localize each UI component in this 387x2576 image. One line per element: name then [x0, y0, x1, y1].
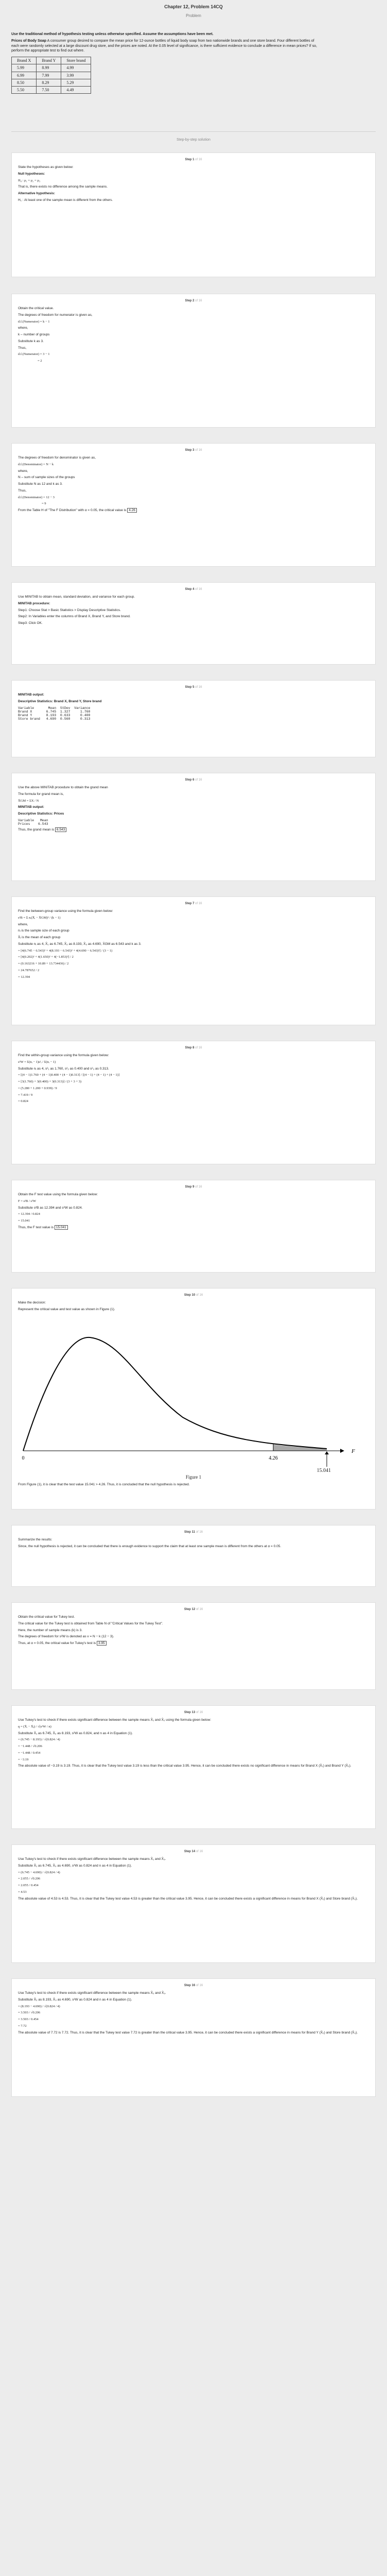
step-count: of 16 [196, 1850, 203, 1853]
minitab-output-title: Descriptive Statistics: Prices [18, 812, 64, 816]
table-cell: 5.50 [12, 86, 37, 93]
step-text: The absolute value of 7.72 is 7.72. Thus, it is clear that the Tukey test value 7.72 is greater than the critical value 3.95. Hence, it can be concluded there exists a significant difference in means for Brand Y (X̄₂) and Store brand (X̄₃). [18, 2030, 358, 2035]
f-test-value: 15.041 [55, 1225, 68, 1230]
table-cell: 6.99 [12, 72, 37, 79]
step-text: The critical value for the Tukey test is obtained from Table N of "Critical Values for the Tukey Test". [18, 1621, 163, 1625]
step-text: Use Tukey's test to check if there exists significant difference between the sample means X̄₁ and X̄₂ using the formula given below: [18, 1718, 212, 1722]
minitab-procedure-label: MINITAB procedure: [18, 601, 50, 605]
step-count: of 16 [195, 1046, 202, 1049]
table-cell: 8.50 [12, 79, 37, 86]
step-text: Substitute k as 3. [18, 339, 44, 343]
step-label: Step 14 [184, 1850, 196, 1853]
formula: s²W = Σ(nᵢ − 1)s²ᵢ / Σ(nᵢ − 1) [18, 1060, 56, 1064]
step-label: Step 1 [185, 158, 195, 161]
formula: = 4.53 [18, 1890, 27, 1894]
step-count: of 16 [196, 1984, 203, 1987]
step-text: The degrees of freedom for s²W is denoted as v = N − k (12 − 3). [18, 1635, 114, 1639]
step-text [18, 828, 369, 833]
table-cell: 5.99 [12, 64, 37, 72]
step-text: The degrees of freedom for numerator is given as, [18, 313, 93, 317]
divider [11, 131, 376, 132]
formula: s²B = Σ nᵢ(X̄ᵢ − X̄GM)² / (k − 1) [18, 916, 61, 920]
grand-mean-value: 6.543 [55, 827, 66, 832]
step-10 [11, 1288, 376, 1510]
axis-label-critical-value: 4.26 [269, 1455, 278, 1461]
step-text: The absolute value of −3.19 is 3.19. Thus, it is clear that the Tukey test value 3.19 is less than the critical value 3.95. Hence, it can be concluded there exists no significant difference in means for Brand X (X̄₁) and Brand Y (X̄₂). [18, 1764, 351, 1768]
grand-mean-table: Variable Mean Prices 6.543 [18, 818, 48, 826]
step-label: Step 6 [185, 778, 195, 782]
table-cell: 8.29 [37, 79, 61, 86]
formula: = 2 [38, 359, 42, 363]
formula: = 24.787652 / 2 [18, 968, 40, 972]
price-table [11, 57, 91, 94]
grand-mean-text: Thus, the grand mean is [18, 827, 55, 832]
step-label: Step 5 [185, 686, 195, 689]
step-label: Step 4 [185, 588, 195, 591]
step-text: k – number of groups [18, 333, 50, 337]
step-header [18, 1041, 369, 1054]
step-2 [11, 294, 376, 428]
step-text: Find the between-group variance using the formula given below: [18, 909, 113, 913]
formula: = (8.193 − 4.690) / √(0.824 / 4) [18, 2004, 60, 2008]
step-text: Here, the number of sample means (k) is 3. [18, 1628, 82, 1632]
step-header [18, 1526, 369, 1538]
formula: = (6.745 − 8.193) / √(0.824 / 4) [18, 1738, 60, 1742]
header-store-brand: Store brand [61, 57, 91, 64]
descriptive-stats-table: Variable Mean StDev Variance Brand X 6.745 1.327 1.760 Brand Y 8.193 0.633 0.400 Store brand 4.690 0.560 0.313 [18, 706, 91, 721]
formula: = 2.055 / 0.454 [18, 1884, 39, 1888]
step-count: of 16 [195, 1185, 202, 1189]
f-curve [23, 1337, 327, 1450]
test-value-arrowhead [325, 1451, 329, 1454]
formula: = 12.394 [18, 975, 30, 979]
step-text: Substitute X̄₂ as 8.193, X̄₃ as 4.690, s²W as 0.824 and n as 4 in Equation (1). [18, 1997, 132, 2002]
step-label: Step 10 [184, 1294, 196, 1297]
step-16 [11, 1978, 376, 2097]
formula: = 3.503 / 0.454 [18, 2018, 39, 2022]
step-text: X̄ᵢ is the mean of each group [18, 936, 61, 940]
step-text: The formula for grand mean is, [18, 792, 64, 796]
formula: = (6.745 − 4.690) / √(0.824 / 4) [18, 1870, 60, 1874]
axis-label-test-value: 15.041 [316, 1467, 331, 1473]
step-text: State the hypotheses as given below: [18, 165, 74, 169]
step-label: Step 3 [185, 449, 195, 452]
step-text: Obtain the critical value for Tukey test. [18, 1615, 75, 1619]
step-text: Step3: Click OK. [18, 621, 43, 625]
step-text: Since, the null hypothesis is rejected, it can be concluded that there is enough evidence to support the claim that at least one sample mean is different from the others at α = 0.05. [18, 1544, 282, 1548]
critical-value: 4.26 [127, 508, 137, 513]
minitab-output-label: MINITAB output: [18, 805, 44, 809]
step-8 [11, 1041, 376, 1164]
price-table-header [12, 57, 91, 64]
formula: = 7.72 [18, 2024, 27, 2028]
step-count: of 16 [195, 902, 202, 905]
step-header [18, 1603, 369, 1615]
formula: = 2.055 / √0.206 [18, 1877, 41, 1881]
formula: X̄GM = ΣX / N [18, 799, 39, 803]
step-5 [11, 680, 376, 757]
formula: d.f.(Denominator) = 12 − 3 [18, 495, 55, 499]
step-13 [11, 1705, 376, 1829]
formula: = 0.824 [18, 1099, 28, 1104]
formula: = 15.041 [18, 1219, 30, 1223]
step-header [18, 1180, 369, 1193]
null-hypothesis-formula: H₀ : μ₁ = μ₂ = μ₃ [18, 178, 41, 182]
step-text: Substitute nᵢ as 4, X̄₁ as 6.745, X̄₂ as 8.193, X̄₃ as 4.690, X̄GM as 6.543 and k as 3. [18, 942, 142, 946]
step-12 [11, 1602, 376, 1690]
step-header [18, 1289, 369, 1301]
critical-value-text: From the Table H of "The F Distribution" with α = 0.05, the critical value is [18, 509, 127, 513]
step-label: Step 11 [184, 1531, 195, 1534]
alt-hypothesis-label: Alternative hypothesis: [18, 192, 55, 196]
formula: F = s²B / s²W [18, 1199, 37, 1203]
step-text: nᵢ is the sample size of each group [18, 929, 69, 933]
formula: = [4(0.202)² + 4(1.650)² + 4(−1.853)²] / 2 [18, 955, 74, 959]
step-text: Use Tukey's test to check if there exists significant difference between the sample means X̄₁ and X̄₃. [18, 1857, 166, 1861]
formula: = −3.19 [18, 1757, 29, 1761]
formula: = −1.448 / √0.206 [18, 1744, 42, 1749]
f-distribution-figure [18, 1314, 370, 1469]
x-axis-arrow [340, 1449, 344, 1453]
formula: = 12.394 / 0.824 [18, 1212, 40, 1216]
step-text: The degrees of freedom for denominator is given as, [18, 456, 96, 460]
formula: = 9 [42, 502, 46, 506]
step-text [18, 1641, 369, 1646]
axis-label-f: F [351, 1448, 355, 1454]
table-row [12, 64, 91, 72]
step-text: The absolute value of 4.53 is 4.53. Thus, it is clear that the Tukey test value 4.53 is greater than the critical value 3.95. Hence, it can be concluded there exists a significant difference in means for Brand X (X̄₁) and Store brand (X̄₃). [18, 1896, 358, 1901]
page-header [0, 0, 387, 31]
alt-hypothesis-text: H₁ : At least one of the sample mean is different from the others. [18, 198, 113, 202]
step-text: Substitute N as 12 and k as 3. [18, 482, 63, 486]
step-label: Step 7 [185, 902, 195, 905]
table-cell: 4.49 [61, 86, 91, 93]
step-header [18, 583, 369, 595]
step-header [18, 294, 369, 307]
step-text: Make the decision: [18, 1301, 46, 1304]
step-text: Step1: Choose Stat > Basic Statistics > Display Descriptive Statistics. [18, 608, 121, 612]
formula: = [4(6.745 − 6.543)² + 4(8.193 − 6.543)² + 4(4.690 − 6.543)²] / (3 − 1) [18, 948, 113, 953]
table-cell: 5.29 [61, 79, 91, 86]
step-count: of 16 [195, 778, 202, 782]
step-9 [11, 1180, 376, 1273]
step-text: where, [18, 326, 28, 330]
step-header [18, 897, 369, 909]
step-count: of 16 [195, 686, 202, 689]
step-text: Step2: In Variables enter the columns of Brand X, Brand Y, and Store brand. [18, 615, 131, 619]
f-value-text: Thus, the F test value is [18, 1225, 54, 1229]
step-11 [11, 1525, 376, 1587]
step-label: Step 2 [185, 299, 195, 302]
step-count: of 16 [196, 1608, 203, 1611]
problem-text [11, 39, 320, 54]
formula: = (5.280 + 1.200 + 0.939) / 9 [18, 1086, 57, 1090]
formula: d.f.(Numerator) = k − 1 [18, 319, 50, 324]
figure-caption: Figure 1 [185, 1474, 202, 1480]
step-text: Find the within-group variance using the formula given below: [18, 1054, 109, 1057]
tukey-cv-text: Thus, at α = 0.05, the critical value for Tukey's test is [18, 1641, 96, 1646]
page-subtitle: Problem [186, 13, 201, 18]
step-text: Obtain the critical value. [18, 307, 54, 310]
step-header [18, 1845, 369, 1857]
header-brand-y: Brand Y [37, 57, 61, 64]
step-header [18, 681, 369, 693]
formula: = (0.163216 + 10.89 + 13.734436) / 2 [18, 962, 69, 966]
table-cell: 4.99 [61, 64, 91, 72]
formula: d.f.(Numerator) = 3 − 1 [18, 352, 50, 357]
step-header [18, 773, 369, 786]
formula: = −1.448 / 0.454 [18, 1751, 41, 1755]
step-header [18, 1706, 369, 1718]
formula: = 7.419 / 9 [18, 1093, 33, 1097]
problem-body: A consumer group desired to compare the mean price for 12-ounce bottles of liquid body soap from two nationwide brands and one store brand. Four different bottles of each were randomly selected at a large discount drug store, and the prices are noted. At the 0.05 level of significance, is there sufficient evidence to conclude a difference in mean prices? If so, perform the appropriate test to find out where. [11, 39, 317, 53]
step-count: of 16 [196, 1294, 203, 1297]
formula: = 3.503 / √0.206 [18, 2011, 41, 2015]
step-text: Use MINITAB to obtain mean, standard deviation, and variance for each group. [18, 595, 135, 599]
step-text: Obtain the F test value using the formula given below: [18, 1193, 98, 1196]
step-text: Thus, [18, 346, 27, 350]
tukey-critical-value: 3.95 [97, 1641, 107, 1646]
minitab-output-label: MINITAB output: [18, 693, 44, 697]
step-header [18, 1979, 369, 1991]
minitab-output-title: Descriptive Statistics: Brand X, Brand Y, Store brand [18, 699, 102, 703]
problem-instruction: Use the traditional method of hypothesis testing unless otherwise specified. Assume the assumptions have been met. [11, 32, 214, 36]
formula: q = (X̄ᵢ − X̄ⱼ) / √(s²W / n) [18, 1724, 51, 1728]
formula: = [3(1.760) + 3(0.400) + 3(0.313)] / (3 + 3 + 3) [18, 1080, 82, 1084]
step-text: That is, there exists no difference among the sample means. [18, 185, 108, 189]
step-3 [11, 443, 376, 567]
solution-title: Step-by-step solution [177, 138, 210, 142]
table-cell: 7.50 [37, 86, 61, 93]
step-header [18, 444, 369, 456]
step-text: Use Tukey's test to check if there exists significant difference between the sample means X̄₂ and X̄₃. [18, 1991, 166, 1995]
step-label: Step 9 [185, 1185, 195, 1189]
step-label: Step 13 [184, 1711, 196, 1714]
header-brand-x: Brand X [12, 57, 37, 64]
step-text: where, [18, 469, 28, 473]
step-count: of 16 [195, 299, 202, 302]
step-count: of 16 [195, 158, 202, 161]
step-count: of 16 [196, 1711, 203, 1714]
step-text: Substitute X̄₁ as 6.745, X̄₃ as 4.690, s²W as 0.824 and n as 4 in Equation (1). [18, 1863, 132, 1868]
null-hypothesis-label: Null hypotheses: [18, 172, 45, 176]
step-text: Summarize the results: [18, 1538, 52, 1541]
step-7 [11, 896, 376, 1025]
page-title: Chapter 12, Problem 14CQ [164, 4, 223, 9]
step-text [18, 509, 369, 513]
axis-label-zero: 0 [22, 1455, 25, 1461]
step-count: of 16 [196, 1531, 203, 1534]
step-text: N – sum of sample sizes of the groups [18, 476, 75, 480]
step-text: where, [18, 922, 28, 926]
step-label: Step 8 [185, 1046, 195, 1049]
step-text: Use the above MINITAB procedure to obtain the grand mean [18, 786, 108, 789]
formula: d.f.(Denominator) = N − k [18, 462, 54, 466]
table-cell: 7.99 [37, 72, 61, 79]
table-cell: 8.99 [37, 64, 61, 72]
step-count: of 16 [195, 449, 202, 452]
step-header [18, 153, 369, 165]
table-row [12, 72, 91, 79]
problem-lead: Prices of Body Soap [11, 39, 47, 43]
table-row [12, 79, 91, 86]
step-4 [11, 582, 376, 665]
step-label: Step 16 [184, 1984, 196, 1987]
step-6 [11, 773, 376, 881]
step-text [18, 1226, 369, 1230]
step-14 [11, 1844, 376, 1963]
step-text: From Figure (1), it is clear that the test value 15.041 > 4.26. Thus, it is concluded that the null hypothesis is rejected. [18, 1482, 190, 1486]
table-row [12, 86, 91, 93]
step-text: Thus, [18, 488, 27, 493]
step-label: Step 12 [184, 1608, 196, 1611]
step-text: Substitute nᵢ as 4, s²₁ as 1.760, s²₂ as 0.400 and s²₃ as 0.313. [18, 1066, 109, 1071]
step-text: Represent the critical value and test value as shown in Figure (1). [18, 1307, 115, 1311]
formula: = [(4 − 1)1.760 + (4 − 1)0.400 + (4 − 1)0.313] / [(4 − 1) + (4 − 1) + (4 − 1)] [18, 1073, 120, 1077]
step-count: of 16 [195, 588, 202, 591]
step-text: Substitute X̄₁ as 6.745, X̄₂ as 8.193, s²W as 0.824, and n as 4 in Equation (1). [18, 1731, 133, 1735]
table-cell: 3.99 [61, 72, 91, 79]
step-1 [11, 152, 376, 277]
problem-statement [11, 32, 320, 94]
step-text: Substitute s²B as 12.394 and s²W as 0.824. [18, 1206, 83, 1210]
